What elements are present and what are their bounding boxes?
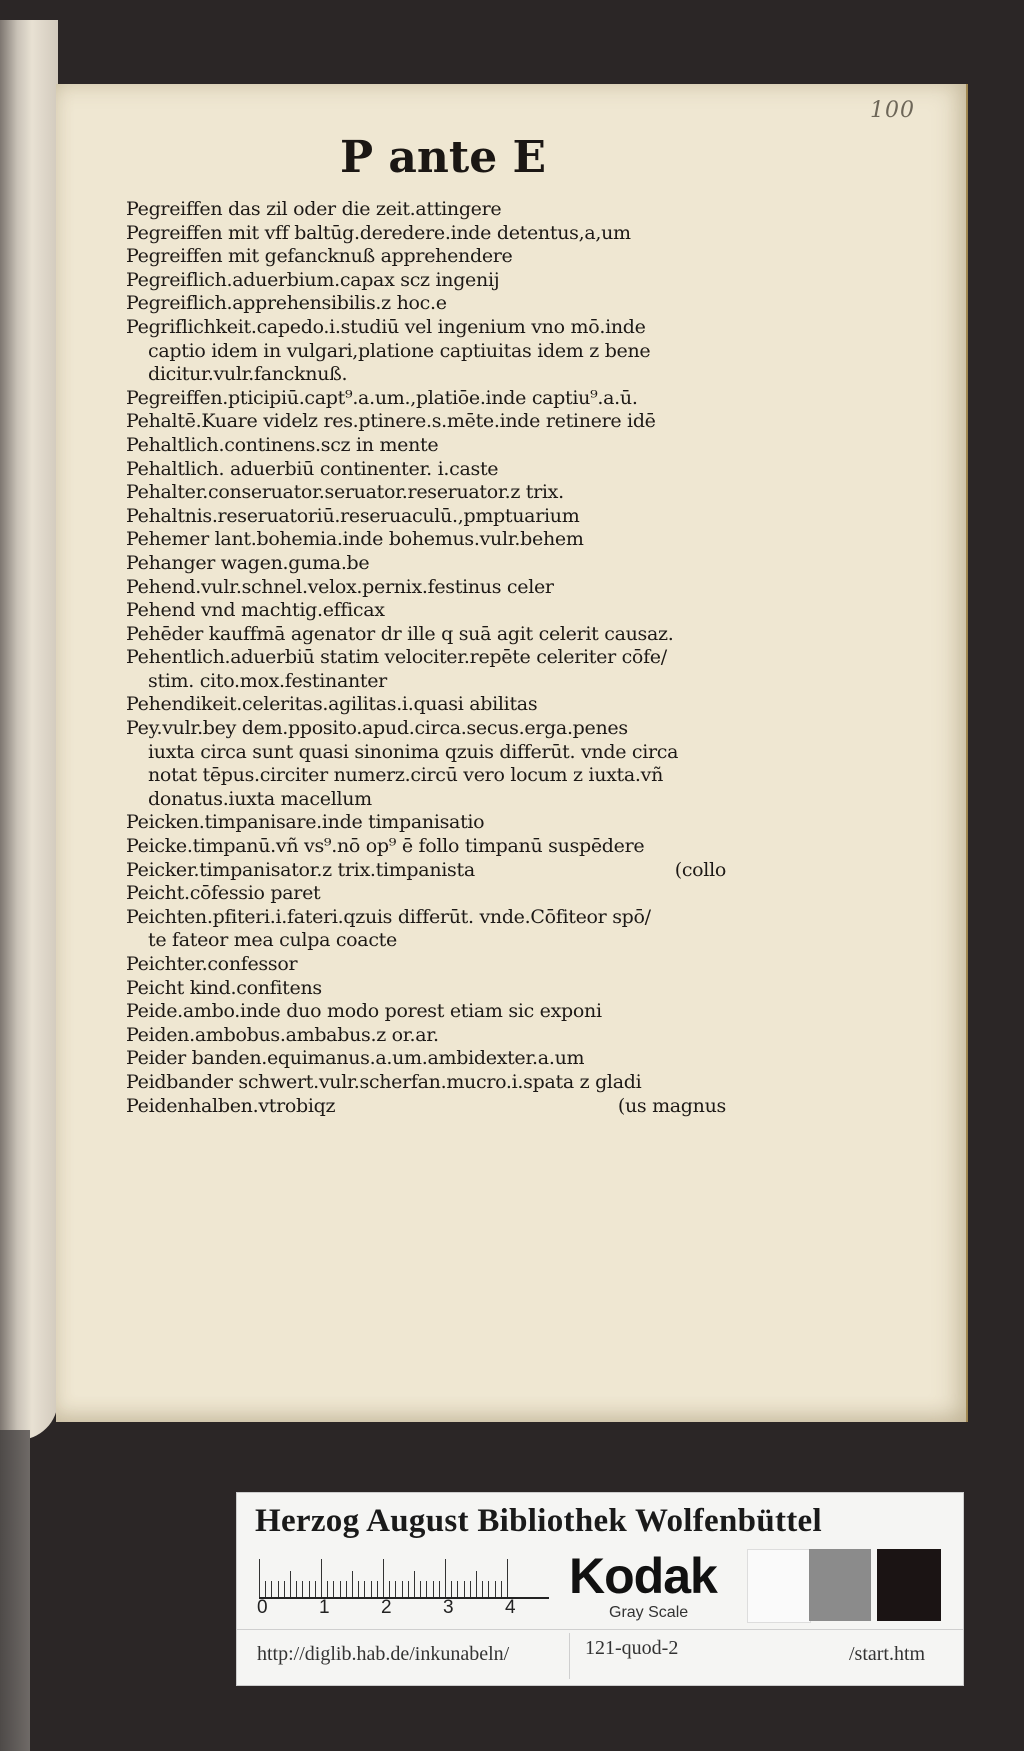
text-line (126, 198, 726, 222)
text-line (126, 387, 726, 411)
text-line (126, 741, 726, 765)
ruler-tick (482, 1581, 483, 1597)
text-line (126, 269, 726, 293)
ruler-tick (302, 1581, 303, 1597)
text-line (126, 1024, 726, 1048)
text-line-content: Peichten.pfiteri.i.fateri.qzuis differūt. vnde.Cōfiteor spō/ (126, 905, 651, 928)
ruler-tick (433, 1581, 434, 1597)
ruler-label: 4 (505, 1597, 516, 1618)
ruler-tick (488, 1581, 489, 1597)
text-line-content: Pegreiflich.apprehensibilis.z hoc.e (126, 292, 447, 315)
text-line-content: notat tēpus.circiter numerz.circū vero locum z iuxta.vñ (148, 764, 664, 787)
text-line (126, 599, 726, 623)
text-line-content: Pegriflichkeit.capedo.i.studiū vel ingenium vno mō.inde (126, 315, 646, 338)
gray-scale-label: Gray Scale (609, 1604, 689, 1621)
text-line-content: Peicke.timpanū.vñ vs⁹.nō op⁹ ē follo timpanū suspēdere (126, 835, 645, 858)
ruler-label: 3 (443, 1597, 454, 1618)
text-line-content: Peidenhalben.vtrobiqz (126, 1094, 336, 1117)
text-line-content: Peicht kind.confitens (126, 976, 322, 999)
text-line-content: Pehaltnis.reseruatoriū.reseruaculū.,pmptuarium (126, 504, 580, 527)
text-line (126, 458, 726, 482)
library-url: http://diglib.hab.de/inkunabeln/ (257, 1643, 510, 1665)
text-line (126, 953, 726, 977)
ruler-tick (327, 1581, 328, 1597)
text-line-content: Pehēder kauffmā agenator dr ille q suā agit celerit causaz. (126, 622, 674, 645)
text-line-content: Peider banden.equimanus.a.um.ambidexter.a.um (126, 1047, 585, 1070)
ruler-labels (257, 1597, 557, 1617)
text-line (126, 1071, 726, 1095)
ruler-tick (507, 1559, 508, 1597)
ruler-tick (395, 1581, 396, 1597)
text-line-content: Peicken.timpanisare.inde timpanisatio (126, 811, 485, 834)
text-line-content: Peichter.confessor (126, 953, 298, 975)
text-line (126, 977, 726, 1001)
text-line (126, 1000, 726, 1024)
text-line-content: Peidbander schwert.vulr.scherfan.mucro.i.spata z gladi (126, 1070, 642, 1093)
text-line-content: Pegreiffen das zil oder die zeit.attingere (126, 198, 502, 220)
text-line-content: iuxta circa sunt quasi sinonima qzuis differūt. vnde circa (148, 740, 679, 763)
text-line-content: Pegreiflich.aduerbium.capax scz ingenij (126, 268, 500, 291)
text-line-content: Peide.ambo.inde duo modo porest etiam sic exponi (126, 1000, 602, 1023)
card-separator (569, 1633, 570, 1679)
folio-number: 100 (870, 98, 915, 123)
ruler-tick (265, 1581, 266, 1597)
ruler-tick (445, 1559, 446, 1597)
ruler-tick (278, 1581, 279, 1597)
text-line (126, 835, 726, 859)
text-line (126, 764, 726, 788)
text-line-content: Pehaltlich.continens.scz in mente (126, 433, 439, 456)
ruler-label: 0 (257, 1597, 268, 1618)
text-line (126, 717, 726, 741)
ruler-tick (290, 1571, 291, 1597)
ruler-tick (426, 1581, 427, 1597)
ruler-tick (439, 1581, 440, 1597)
ruler-tick (476, 1571, 477, 1597)
page-text (126, 198, 726, 1118)
margin-note: (us magnus (617, 1094, 726, 1117)
ruler-tick (495, 1581, 496, 1597)
ruler-tick (451, 1581, 452, 1597)
text-line (126, 552, 726, 576)
ruler-tick (457, 1581, 458, 1597)
start-page: /start.htm (849, 1643, 926, 1665)
ruler-tick (259, 1559, 260, 1597)
ruler-tick (402, 1581, 403, 1597)
ruler-tick (464, 1581, 465, 1597)
text-line-content: Pehend vnd machtig.efficax (126, 599, 385, 622)
black-swatch (877, 1549, 941, 1621)
text-line (126, 811, 726, 835)
ruler-tick (408, 1581, 409, 1597)
ruler-tick (315, 1581, 316, 1597)
text-line (126, 528, 726, 552)
text-line-content: captio idem in vulgari,platione captiuitas idem z bene (148, 339, 651, 362)
text-line (126, 882, 726, 906)
text-line (126, 481, 726, 505)
shelfmark: 121-quod-2 (585, 1637, 679, 1659)
text-line-content: te fateor mea culpa coacte (148, 929, 397, 952)
text-line-content: Pehaltlich. aduerbiū continenter. i.caste (126, 457, 499, 480)
ruler-tick (501, 1581, 502, 1597)
text-line (126, 646, 726, 670)
text-line-content: donatus.iuxta macellum (148, 787, 372, 810)
text-line-content: Pegreiffen mit gefancknuß apprehendere (126, 245, 513, 268)
text-line (126, 292, 726, 316)
text-line (126, 906, 726, 930)
ruler-tick (309, 1581, 310, 1597)
text-line (126, 623, 726, 647)
text-line-content: Peicht.cōfessio paret (126, 882, 321, 905)
ruler-tick (358, 1581, 359, 1597)
text-line-content: Pehemer lant.bohemia.inde bohemus.vulr.behem (126, 528, 584, 551)
text-line (126, 1095, 726, 1119)
text-line-content: dicitur.vulr.fancknuß. (148, 363, 348, 386)
text-line (126, 859, 726, 883)
text-line-content: Pehentlich.aduerbiū statim velociter.repēte celeriter cōfe/ (126, 646, 667, 669)
text-line (126, 576, 726, 600)
left-book-edge (0, 20, 58, 1440)
ruler-tick (383, 1559, 384, 1597)
card-divider (237, 1629, 963, 1630)
ruler-tick (296, 1581, 297, 1597)
text-line-content: Pegreiffen mit vff baltūg.deredere.inde detentus,a,um (126, 221, 631, 244)
text-line-content: stim. cito.mox.festinanter (148, 669, 387, 692)
ruler-tick (284, 1581, 285, 1597)
text-line (126, 316, 726, 340)
text-line (126, 505, 726, 529)
ruler-tick (364, 1581, 365, 1597)
ruler-tick (470, 1581, 471, 1597)
ruler-tick (352, 1571, 353, 1597)
white-swatch (747, 1549, 811, 1623)
text-line (126, 693, 726, 717)
margin-note: (collo (674, 858, 726, 881)
ruler-tick (371, 1581, 372, 1597)
text-line (126, 1047, 726, 1071)
text-line (126, 434, 726, 458)
ruler-label: 2 (381, 1597, 392, 1618)
gray-swatch (809, 1549, 871, 1621)
ruler (259, 1557, 549, 1599)
text-line (126, 670, 726, 694)
ruler-tick (414, 1571, 415, 1597)
ruler-tick (420, 1581, 421, 1597)
text-line-content: Pey.vulr.bey dem.pposito.apud.circa.secus.erga.penes (126, 717, 628, 740)
ruler-tick (271, 1581, 272, 1597)
page-heading: P ante E (340, 132, 547, 183)
text-line-content: Pehalter.conseruator.seruator.reseruator.z trix. (126, 481, 564, 504)
text-line (126, 929, 726, 953)
text-line-content: Pehanger wagen.guma.be (126, 551, 370, 574)
ruler-tick (346, 1581, 347, 1597)
text-line-content: Pehendikeit.celeritas.agilitas.i.quasi abilitas (126, 693, 538, 716)
color-target-card (236, 1492, 964, 1686)
kodak-logo: Kodak (569, 1548, 717, 1604)
ruler-tick (321, 1559, 322, 1597)
text-line (126, 788, 726, 812)
ruler-tick (333, 1581, 334, 1597)
text-line (126, 222, 726, 246)
ruler-tick (377, 1581, 378, 1597)
text-line (126, 340, 726, 364)
ruler-tick (389, 1581, 390, 1597)
text-line-content: Peicker.timpanisator.z trix.timpanista (126, 858, 475, 881)
ruler-label: 1 (319, 1597, 330, 1618)
left-binding (0, 1430, 30, 1751)
text-line-content: Pehend.vulr.schnel.velox.pernix.festinus celer (126, 575, 554, 598)
ruler-tick (340, 1581, 341, 1597)
text-line (126, 410, 726, 434)
text-line-content: Pehaltē.Kuare videlz res.ptinere.s.mēte.inde retinere idē (126, 410, 656, 433)
text-line-content: Pegreiffen.pticipiū.capt⁹.a.um.,platiōe.inde captiu⁹.a.ū. (126, 386, 638, 409)
text-line-content: Peiden.ambobus.ambabus.z or.ar. (126, 1023, 439, 1046)
library-name: Herzog August Bibliothek Wolfenbüttel (255, 1503, 822, 1539)
text-line (126, 363, 726, 387)
text-line (126, 245, 726, 269)
